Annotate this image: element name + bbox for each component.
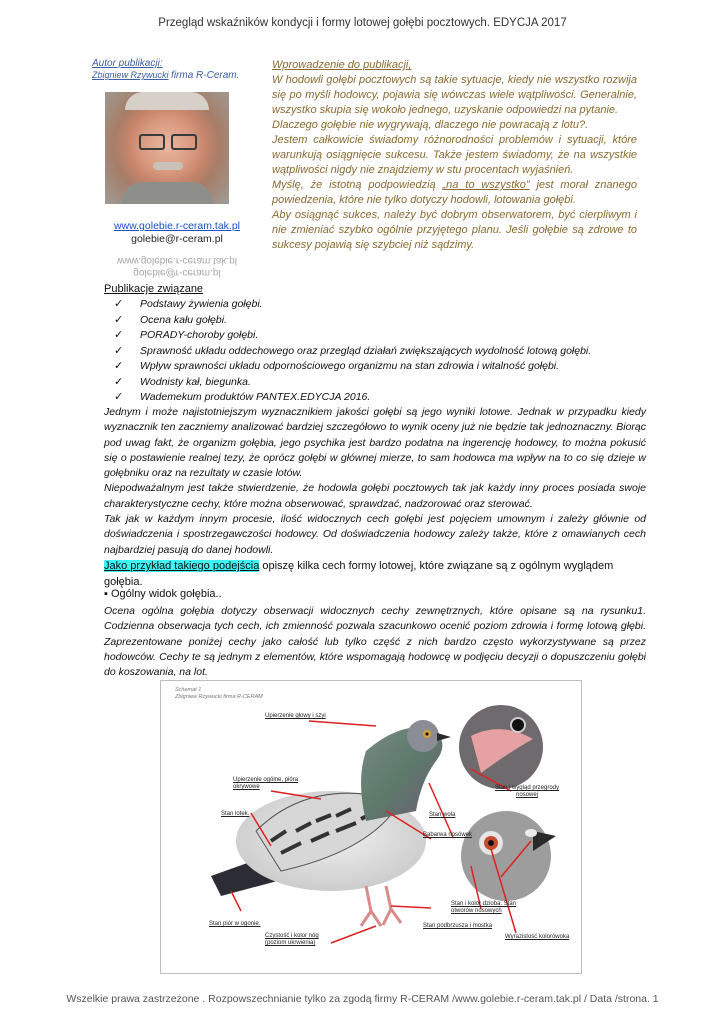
mirror-email: golebie@r-ceram.pl <box>133 267 221 278</box>
page-footer: Wszelkie prawa zastrzeżone . Rozpowszechnianie tylko za zgodą firmy R-CERAM /www.golebie.r-ceram.tak.pl / Data /strona. 1 <box>66 993 659 1005</box>
photo-hair <box>125 92 209 110</box>
publications-title: Publikacje związane <box>104 283 204 295</box>
intro-paragraph-4: Myślę, że istotną podpowiedzią „na to wszystko” jest morał znanego powiedzenia, które nie tylko dotyczy hodowli, lotowania gołębi. <box>272 179 637 206</box>
email-address[interactable]: golebie@r-ceram.pl <box>131 233 223 245</box>
list-item[interactable]: ✓ Wpływ sprawności układu odpornościowego organizmu na stan zdrowia i witalność gołębi. <box>140 359 664 375</box>
pigeon-beak <box>437 733 451 741</box>
author-firm: firma R-Ceram. <box>171 70 240 81</box>
intro-paragraph-2: Dlaczego gołębie nie wygrywają, dlaczego nie powracają z lotu?. <box>272 119 589 131</box>
list-item[interactable]: ✓ Wodnisty kał, biegunka. <box>140 375 664 391</box>
checkmark-icon: ✓ <box>114 298 124 310</box>
label-general-plumage: Upierzenie ogólne, pióra okrywowe <box>233 777 299 790</box>
label-head-feathers: Upierzenie głowy i szyi <box>265 713 326 719</box>
list-item[interactable]: ✓ Wademekum produktów PANTEX.EDYCJA 2016. <box>140 390 664 406</box>
list-item[interactable]: ✓ Ocena kału gołębi. <box>140 313 664 329</box>
intro-title: Wprowadzenie do publikacji, <box>272 59 412 71</box>
related-publications <box>104 283 664 406</box>
highlighted-sentence: Jako przykład takiego podejścia opiszę kilka cech formy lotowej, które związane są z ogólnym wyglądem gołębia. <box>104 560 614 588</box>
label-throat: Stan i wygląd przegrody nosowej <box>494 785 560 798</box>
body-paragraph-2: Niepodważalnym jest także stwierdzenie, że hodowla gołębi pocztowych tak jak każdy inny proces posiada swoje charakterystyczne cechy, które można obserwować, sprawdzać, nadzorować oraz sterować. <box>104 482 646 510</box>
checkmark-icon: ✓ <box>114 313 124 326</box>
intro-paragraph-1: W hodowli gołębi pocztowych są takie sytuacje, kiedy nie wszystko rozwija się po myśli hodowcy, pojawia się wówczas wiele wątpliwości. Generalnie, wszystko skupia się wokoło jednego, uzyskanie odpowiedzi na pytanie. <box>272 74 637 116</box>
list-item[interactable]: ✓ PORADY-choroby gołębi. <box>140 328 664 344</box>
main-body <box>104 405 646 558</box>
author-name: Zbigniew Rzywucki <box>92 70 169 80</box>
list-item[interactable]: ✓ Sprawność układu oddechowego oraz przegląd działań zwiększających wydolność lotową gołębi. <box>140 344 664 360</box>
author-label: Autor publikacji: <box>92 58 163 69</box>
checkmark-icon: ✓ <box>114 391 124 403</box>
intro-section <box>272 58 637 253</box>
checkmark-icon: ✓ <box>114 360 124 372</box>
checkmark-icon: ✓ <box>114 329 124 341</box>
label-belly: Stan podbrzusza i mostka <box>423 923 493 929</box>
mirror-website: www.golebie.r-ceram.tak.pl <box>116 255 238 266</box>
label-tail: Stan piór w ogonie. <box>209 921 261 927</box>
label-beak: Stan i kolor dzioba. Stan otworów nosowych <box>451 901 517 914</box>
label-flight-feathers: Stan lotek. <box>221 811 250 817</box>
intro-paragraph-3: Jestem całkowicie świadomy różnorodności problemów i sytuacji, które warunkują osiągnięcie sukcesu. Także jestem świadomy, że na wszystkie wątpliwości nigdy nie znajdziemy w stu procentach wyjaśnień. <box>272 134 637 176</box>
label-cere: Babarwa nosówek <box>423 832 473 838</box>
author-photo <box>105 92 229 204</box>
document-header: Przegląd wskaźników kondycji i formy lotowej gołębi pocztowych. EDYCJA 2017 <box>158 17 567 29</box>
author-contact <box>92 220 262 245</box>
figure-caption: Schemat 1 Zbigniew Rzywucki firma R-CERAM <box>175 687 263 700</box>
label-feet: Czystość i kolor nóg (poziom ukrwienia) <box>265 933 319 946</box>
pigeon-illustration <box>161 681 581 973</box>
website-link[interactable]: www.golebie.r-ceram.tak.pl <box>113 220 241 232</box>
highlighted-phrase: Jako przykład takiego podejścia <box>104 560 260 572</box>
mirrored-contact-reflection <box>92 254 262 278</box>
checkmark-icon: ✓ <box>114 375 124 388</box>
description-paragraph: Ocena ogólna gołębia dotyczy obserwacji widocznych cechy zewnętrznych, które opisane są na rysunku1. Codzienna obserwacja tych cech, ich zmienność pozwala szacunkowo ocenić poziom zdrowia i formę lotową głębi. Zaprezentowane poniżej cechy jako całość lub tylko część z nich bardzo często wykorzystywane są przez hodowców. Cechy te są jednym z elementów, które wspomagają hodowcę w podjęciu decyzji o dopuszczeniu gołębi do koszowania, na lot. <box>104 605 646 679</box>
intro-quote: „na to wszystko” <box>442 179 530 191</box>
photo-shirt <box>121 182 213 204</box>
section-bullet: ▪ Ogólny widok gołębia.. <box>104 588 222 600</box>
publications-list <box>104 297 664 406</box>
intro-paragraph-5: Aby osiągnąć sukces, należy być dobrym obserwatorem, być cierpliwym i nie zmieniać szybko ogólnie przyjętego planu. Jeśli gołębie są zdrowe to sukcesy pojawią się szybciej niż sądzimy. <box>272 209 637 251</box>
body-paragraph-3: Tak jak w każdym innym procesie, ilość widocznych cech gołębi jest pojęciem umownym i zależy głównie od doświadczenia i spostrzegawczości hodowcy. Od doświadczenia hodowcy zależy także, które z omawianych cech najbardziej pasują do danej hodowli. <box>104 513 646 556</box>
photo-mustache <box>153 162 183 170</box>
photo-glasses <box>139 134 199 148</box>
list-item[interactable]: ✓ Podstawy żywienia gołębi. <box>140 297 664 313</box>
pigeon-diagram <box>160 680 582 974</box>
author-block <box>92 58 262 81</box>
author-name-line <box>92 70 262 81</box>
head-inset <box>461 811 551 901</box>
label-eye: Wyrazistość kolorówoka <box>505 934 570 940</box>
label-crop: Stan wola <box>429 812 456 818</box>
body-paragraph-1: Jednym i może najistotniejszym wyznacznikiem jakości gołębi są jego wyniki lotowe. Jednak w przypadku kiedy wyznacznik ten zaczniemy analizować bardziej szczegółowo to wynik oceny już nie będzie tak jednoznaczny. Biorąc pod uwag fakt, że organizm gołębia, jego psychika jest bardzo podatna na ingerencję hodowcy, to można pokusić się o postawienie realnej tezy, że oprócz gołębi w głównej mierze, to sam hodowca ma wpływ na to co się dzieje w gołębniku oraz na rezultaty w czasie lotów. <box>104 406 646 480</box>
checkmark-icon: ✓ <box>114 344 124 357</box>
pigeon-head <box>407 720 439 752</box>
